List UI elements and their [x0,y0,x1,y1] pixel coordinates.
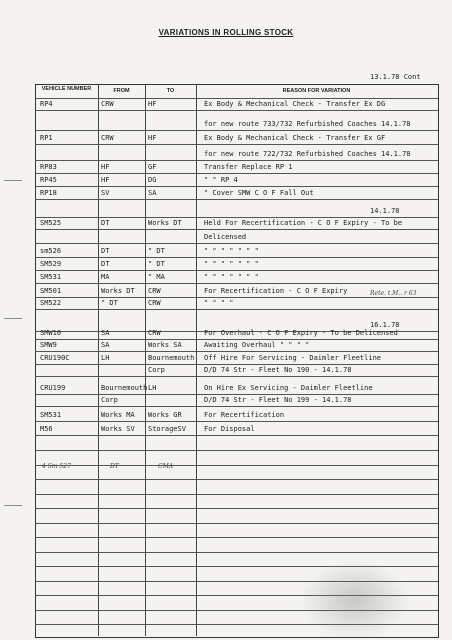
from-depot: SA [101,341,110,349]
from-depot: DT [101,219,110,227]
blank-row-rule [35,523,438,524]
section-date: 14.1.78 [370,207,400,215]
column-divider [145,84,146,636]
to-depot: CRW [148,329,161,337]
vehicle-number: RP18 [40,189,57,197]
table-row-rule [35,435,438,436]
blank-row-rule [35,552,438,553]
reason-text: " " " " " " " [204,247,259,255]
vehicle-number: CRU190C [40,354,70,362]
table-row-rule [35,283,438,284]
table-row-rule [35,229,438,230]
header-to: TO [166,88,175,94]
reason-text: D/D 74 Str - Fleet No 199 - 14.1.78 [204,396,352,404]
vehicle-number: RP45 [40,176,57,184]
reason-text: Off Hire For Servicing - Daimler Fleetline [204,354,382,362]
from-depot: MA [101,273,110,281]
to-depot: Works SA [148,341,182,349]
to-depot: SA [148,189,157,197]
to-depot: Works DT [148,219,182,227]
to-depot: StorageSV [148,425,186,433]
vehicle-number: sm526 [40,247,62,255]
table-row-rule [35,217,438,218]
to-depot: " DT [148,247,165,255]
margin-pencil-mark [4,180,22,181]
from-depot: DT [101,260,110,268]
from-depot: LH [101,354,110,362]
from-depot: DT [101,247,110,255]
blank-row-rule [35,465,438,466]
from-depot: " DT [101,299,118,307]
table-row-rule [35,186,438,187]
to-depot: " MA [148,273,165,281]
reason-text: For Overhaul - C O F Expiry - To be Delicensed [204,329,398,337]
table-row-rule [35,270,438,271]
to-depot: DG [148,176,157,184]
from-depot: SV [101,189,110,197]
margin-pencil-mark [4,505,22,506]
from-depot: Corp [101,396,118,404]
vehicle-number: RP1 [40,134,53,142]
table-row-rule [35,309,438,310]
vehicle-number: SMW9 [40,341,57,349]
to-depot: GF [148,163,157,171]
to-depot: LH [148,384,157,392]
date-continued: 13.1.78 Cont [370,73,421,81]
table-row-rule [35,364,438,365]
to-depot: Bournemouth [148,354,195,362]
blank-row-rule [35,508,438,509]
blank-row-rule [35,450,438,451]
reason-text: Held For Recertification - C O F Expiry - To be [204,219,403,227]
blank-row-rule [35,537,438,538]
vehicle-number: RP4 [40,100,53,108]
reason-text: " Cover SMW C O F Fall Out [204,189,314,197]
from-depot: HF [101,163,110,171]
table-row-rule [35,351,438,352]
table-row-rule [35,421,438,422]
reason-text: " " " " " " " [204,260,259,268]
vehicle-number: CRU199 [40,384,66,392]
from-depot: Works MA [101,411,135,419]
blank-row-rule [35,479,438,480]
header-vehicle: VEHICLE NUMBER [41,86,92,92]
table-row-rule [35,394,438,395]
vehicle-number: SM501 [40,287,62,295]
table-row-rule [35,160,438,161]
table-row-rule [35,406,438,407]
reason-text: Delicensed [204,233,247,241]
to-depot: CRW [148,287,161,295]
reason-text: " " RP 4 [204,176,238,184]
table-row-rule [35,376,438,377]
from-depot: SA [101,329,110,337]
margin-pencil-mark [4,318,22,319]
vehicle-number: RP83 [40,163,57,171]
document-title: VARIATIONS IN ROLLING STOCK [158,28,294,37]
reason-text: " " " " [204,299,234,307]
section-date: 16.1.78 [370,321,400,329]
reason-text: For Disposal [204,425,255,433]
table-row-rule [35,339,438,340]
reason-text: for new route 722/732 Refurbished Coaches 14.1.78 [204,150,411,158]
reason-text: On Hire Ex Servicing - Daimler Fleetline [204,384,373,392]
from-depot: Works SV [101,425,135,433]
reason-text: D/D 74 Str - Fleet No 190 - 14.1.78 [204,366,352,374]
reason-text: Ex Body & Mechanical Check - Transfer Ex GF [204,134,386,142]
table-row-rule [35,199,438,200]
table-row-rule [35,257,438,258]
from-depot: HF [101,176,110,184]
to-depot: HF [148,134,157,142]
vehicle-number: SM522 [40,299,62,307]
table-row-rule [35,243,438,244]
reason-text: Transfer Replace RP 1 [204,163,293,171]
table-row-rule [35,173,438,174]
handwritten-from-note: DT [110,463,119,470]
vehicle-number: M56 [40,425,53,433]
from-depot: Bournemouth [101,384,148,392]
to-depot: HF [148,100,157,108]
table-row-rule [35,297,438,298]
reason-text: Ex Body & Mechanical Check - Transfer Ex DG [204,100,386,108]
photocopy-smudge [300,560,410,640]
table-row-rule [35,144,438,145]
to-depot: Works GR [148,411,182,419]
reason-text: " " " " " " " [204,273,259,281]
blank-row-rule [35,494,438,495]
handwritten-margin-note: Rete. t.M.. r 63 [370,290,417,297]
to-depot: Corp [148,366,165,374]
column-divider [98,84,99,636]
from-depot: CRW [101,100,114,108]
column-divider [196,84,197,636]
table-row-rule [35,130,438,131]
header-from: FROM [113,88,130,94]
table-row-rule [35,110,438,111]
vehicle-number: SM525 [40,219,62,227]
reason-text: For Recertification - C O F Expiry [204,287,348,295]
header-rule [35,98,438,99]
reason-text: For Recertification [204,411,285,419]
from-depot: CRW [101,134,114,142]
to-depot: CRW [148,299,161,307]
reason-text: for new route 733/732 Refurbished Coaches 14.1.78 [204,120,411,128]
to-depot: " DT [148,260,165,268]
handwritten-vehicle-note: 4 Sm 527 [42,463,71,470]
vehicle-number: SM531 [40,411,62,419]
reason-text: Awaiting Overhaul " " " " [204,341,310,349]
vehicle-number: SMW10 [40,329,62,337]
header-reason: REASON FOR VARIATION [282,88,351,94]
handwritten-to-note: CMA [158,463,174,470]
from-depot: Works DT [101,287,135,295]
vehicle-number: SM529 [40,260,62,268]
vehicle-number: SM531 [40,273,62,281]
